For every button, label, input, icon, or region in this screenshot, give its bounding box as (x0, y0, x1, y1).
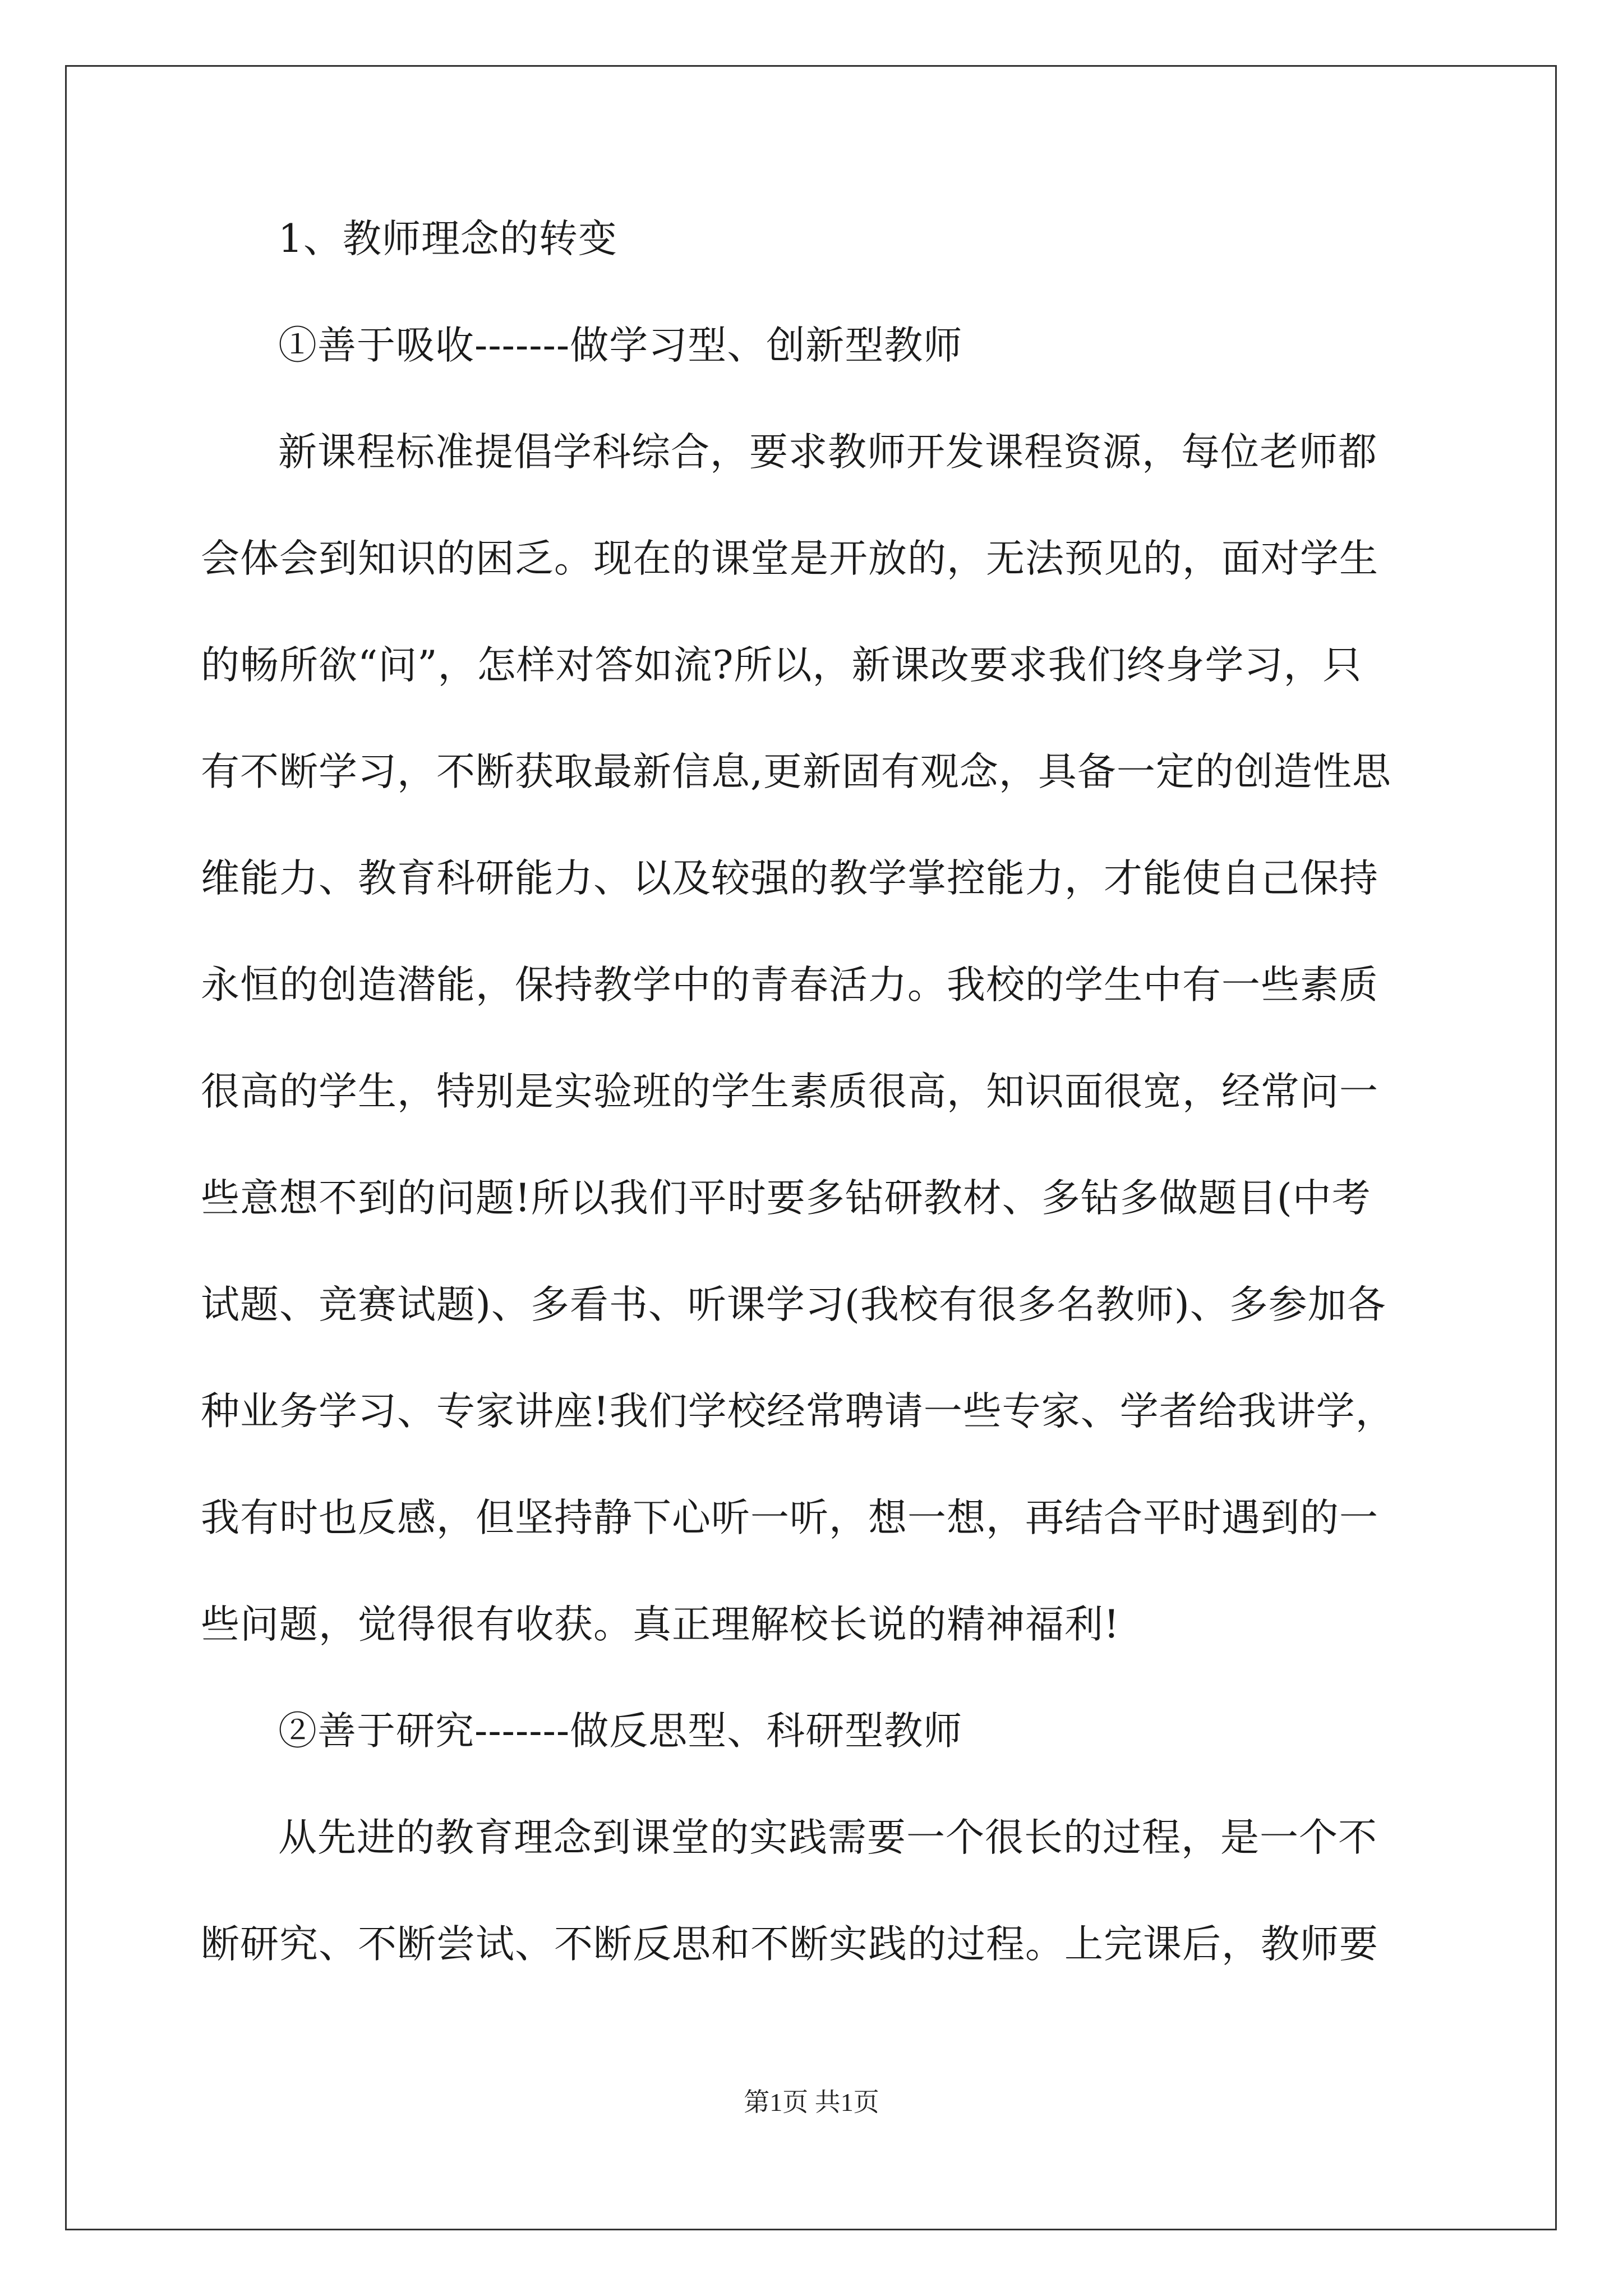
paragraph-line: 会体会到知识的困乏。现在的课堂是开放的，无法预见的，面对学生 (201, 536, 1378, 581)
paragraph-line: 试题、竞赛试题)、多看书、听课学习(我校有很多名教师)、多参加各 (201, 1282, 1386, 1327)
page-number-footer: 第1页 共1页 (744, 2088, 879, 2116)
paragraph-line: 些意想不到的问题!所以我们平时要多钻研教材、多钻多做题目(中考 (201, 1176, 1371, 1221)
paragraph-line: 断研究、不断尝试、不断反思和不断实践的过程。上完课后，教师要 (201, 1922, 1378, 1967)
paragraph-line: 些问题，觉得很有收获。真正理解校长说的精神福利! (201, 1602, 1120, 1647)
subheading-learning: ①善于吸收-------做学习型、创新型教师 (278, 323, 963, 368)
subheading-research: ②善于研究-------做反思型、科研型教师 (278, 1709, 963, 1754)
paragraph-line: 永恒的创造潜能，保持教学中的青春活力。我校的学生中有一些素质 (201, 963, 1378, 1007)
section-heading: 1、教师理念的转变 (278, 217, 617, 261)
paragraph-line: 种业务学习、专家讲座!我们学校经常聘请一些专家、学者给我讲学， (201, 1389, 1395, 1434)
paragraph-line: 新课程标准提倡学科综合，要求教师开发课程资源，每位老师都 (278, 430, 1377, 475)
paragraph-line: 维能力、教育科研能力、以及较强的教学掌控能力，才能使自己保持 (201, 856, 1378, 901)
page-border (65, 65, 1557, 2230)
paragraph-line: 的畅所欲“问”，怎样对答如流?所以，新课改要求我们终身学习，只 (201, 643, 1362, 688)
paragraph-line: 有不断学习，不断获取最新信息,更新固有观念，具备一定的创造性思 (201, 749, 1391, 794)
paragraph-line: 我有时也反感，但坚持静下心听一听，想一想，再结合平时遇到的一 (201, 1496, 1378, 1540)
paragraph-line: 从先进的教育理念到课堂的实践需要一个很长的过程，是一个不 (278, 1815, 1377, 1860)
paragraph-line: 很高的学生，特别是实验班的学生素质很高，知识面很宽，经常问一 (201, 1069, 1378, 1114)
